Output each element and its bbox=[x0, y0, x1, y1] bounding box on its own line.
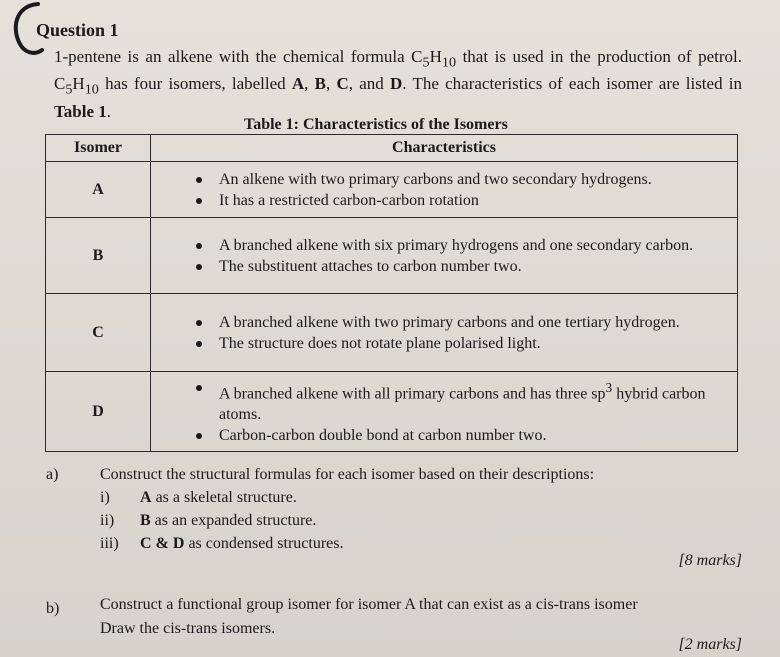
characteristics-list bbox=[151, 167, 737, 213]
characteristics-cell bbox=[151, 162, 738, 218]
part-b-line2: Draw the cis-trans isomers. bbox=[100, 620, 276, 637]
table-header-characteristics: Characteristics bbox=[151, 135, 738, 162]
table-caption: Table 1: Characteristics of the Isomers bbox=[244, 116, 508, 133]
part-a-subpart-2-text: B as an expanded structure. bbox=[140, 512, 317, 529]
isomer-label: B bbox=[46, 218, 151, 294]
list-item: A branched alkene with all primary carbons and has three $sp^3$ hybrid carbon atoms. bbox=[151, 377, 737, 425]
list-item: An alkene with two primary carbons and two secondary hydrogens. bbox=[151, 169, 737, 190]
list-item: Carbon-carbon double bond at carbon number two. bbox=[151, 425, 737, 446]
part-a-subpart-3-text: C & D as condensed structures. bbox=[140, 535, 344, 552]
list-item: A branched alkene with two primary carbons and one tertiary hydrogen. bbox=[151, 312, 737, 333]
question-title: Question 1 bbox=[36, 20, 119, 40]
part-b-label: b) bbox=[46, 600, 60, 617]
table-row bbox=[46, 162, 738, 218]
table-row bbox=[46, 218, 738, 294]
table-header-row bbox=[46, 135, 738, 162]
isomer-table bbox=[45, 134, 738, 452]
part-a-text: Construct the structural formulas for each isomer based on their descriptions: bbox=[100, 466, 595, 483]
part-b-marks: [2 marks] bbox=[678, 636, 742, 653]
part-a-marks: [8 marks] bbox=[678, 552, 742, 569]
isomer-label: D bbox=[46, 372, 151, 452]
isomer-label: A bbox=[46, 162, 151, 218]
characteristics-list bbox=[151, 310, 737, 356]
list-item: The substituent attaches to carbon number two. bbox=[151, 256, 737, 277]
part-a-subpart-3-num: iii) bbox=[100, 535, 119, 552]
question-stem: 1-pentene is an alkene with the chemical formula $C_5H_{10}$ that is used in the production of petrol. $C_5H_{10}$ has four isomers, labelled A, B, C, and D. The characteristics of each isomer are listed in Table 1. bbox=[54, 47, 743, 121]
characteristics-list bbox=[151, 233, 737, 279]
list-item: The structure does not rotate plane polarised light. bbox=[151, 333, 737, 354]
characteristics-cell bbox=[151, 372, 738, 452]
list-item: It has a restricted carbon-carbon rotation bbox=[151, 190, 737, 211]
part-a-subpart-1-text: A as a skeletal structure. bbox=[140, 489, 297, 506]
table-row bbox=[46, 294, 738, 372]
part-a-subpart-2-num: ii) bbox=[100, 512, 115, 529]
part-a-label: a) bbox=[46, 466, 59, 483]
part-a-subpart-1-num: i) bbox=[100, 489, 110, 506]
characteristics-cell bbox=[151, 294, 738, 372]
characteristics-list bbox=[151, 375, 737, 448]
characteristics-cell bbox=[151, 218, 738, 294]
isomer-label: C bbox=[46, 294, 151, 372]
list-item: A branched alkene with six primary hydrogens and one secondary carbon. bbox=[151, 235, 737, 256]
table-row bbox=[46, 372, 738, 452]
table-header-isomer: Isomer bbox=[46, 135, 151, 162]
part-b-line1: Construct a functional group isomer for isomer A that can exist as a cis-trans isomer bbox=[100, 596, 638, 613]
